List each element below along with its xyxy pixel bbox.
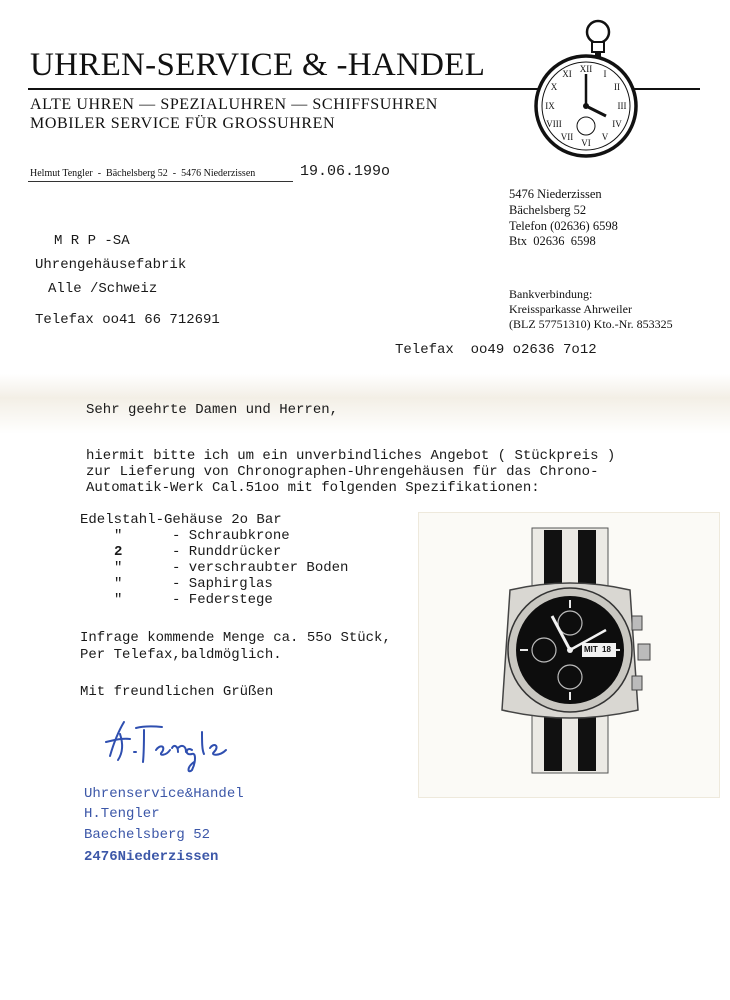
spec-mark: " [114,576,123,592]
spec-item: - Runddrücker [172,544,282,560]
closing: Mit freundlichen Grüßen [80,684,274,700]
recipient-fax: Telefax oo41 66 712691 [35,312,220,328]
sender-underline [28,181,293,182]
stamp-line: H.Tengler [84,806,160,822]
svg-text:VI: VI [581,138,591,148]
contact-street: Bächelsberg 52 [509,203,587,217]
svg-text:VII: VII [560,132,574,142]
svg-text:IV: IV [612,119,622,129]
svg-text:XII: XII [579,64,593,74]
spec-mark: 2 [114,544,123,560]
svg-text:V: V [601,132,609,142]
svg-text:I: I [603,69,607,79]
recipient-location: Alle /Schweiz [48,281,158,297]
spec-mark: " [114,560,123,576]
svg-text:IX: IX [545,101,555,111]
svg-text:III: III [617,101,627,111]
spec-item: - Schraubkrone [172,528,290,544]
reply-request: Per Telefax,baldmöglich. [80,647,282,663]
watch-day-window: MIT [584,645,598,654]
body-paragraph-line: Automatik-Werk Cal.51oo mit folgenden Spezifikationen: [86,480,540,496]
handwritten-signature [100,712,240,778]
contact-phone: Telefon (02636) 6598 [509,219,618,233]
svg-text:X: X [550,82,558,92]
salutation: Sehr geehrte Damen und Herren, [86,402,339,418]
contact-btx: Btx 02636 6598 [509,234,596,248]
spec-mark: " [114,592,123,608]
watch-date-window: 18 [602,645,611,654]
own-fax-number: Telefax oo49 o2636 7o12 [395,342,597,358]
stamp-line: 2476Niederzissen [84,849,219,865]
spec-mark: " [114,528,123,544]
tagline-line-1: ALTE UHREN — SPEZIALUHREN — SCHIFFSUHREN [30,96,438,113]
recipient-description: Uhrengehäusefabrik [35,257,187,273]
bank-numbers: (BLZ 57751310) Kto.-Nr. 853325 [509,317,673,331]
body-paragraph-line: zur Lieferung von Chronographen-Uhrengehäusen für das Chrono- [86,464,599,480]
recipient-company: M R P -SA [54,233,130,249]
letter-date: 19.06.199o [300,163,391,180]
spec-item: - Federstege [172,592,273,608]
bank-name: Kreissparkasse Ahrweiler [509,302,632,316]
svg-text:II: II [614,82,620,92]
stamp-line: Baechelsberg 52 [84,827,211,843]
stamp-line: Uhrenservice&Handel [84,786,244,802]
svg-text:XI: XI [562,69,572,79]
company-name: UHREN-SERVICE & -HANDEL [30,47,486,83]
spec-header: Edelstahl-Gehäuse 2o Bar [80,512,282,528]
sender-address-line: Helmut Tengler - Bächelsberg 52 - 5476 Niederzissen [30,168,256,179]
body-paragraph-line: hiermit bitte ich um ein unverbindliches Angebot ( Stückpreis ) [86,448,616,464]
pocket-watch-logo [518,10,648,158]
bank-title: Bankverbindung: [509,287,593,301]
chronograph-watch-illustration [470,520,670,780]
tagline-line-2: MOBILER SERVICE FÜR GROSSUHREN [30,115,336,132]
spec-item: - Saphirglas [172,576,273,592]
svg-text:VIII: VIII [546,119,562,129]
quantity-line: Infrage kommende Menge ca. 55o Stück, [80,630,391,646]
contact-city: 5476 Niederzissen [509,187,602,201]
spec-item: - verschraubter Boden [172,560,349,576]
